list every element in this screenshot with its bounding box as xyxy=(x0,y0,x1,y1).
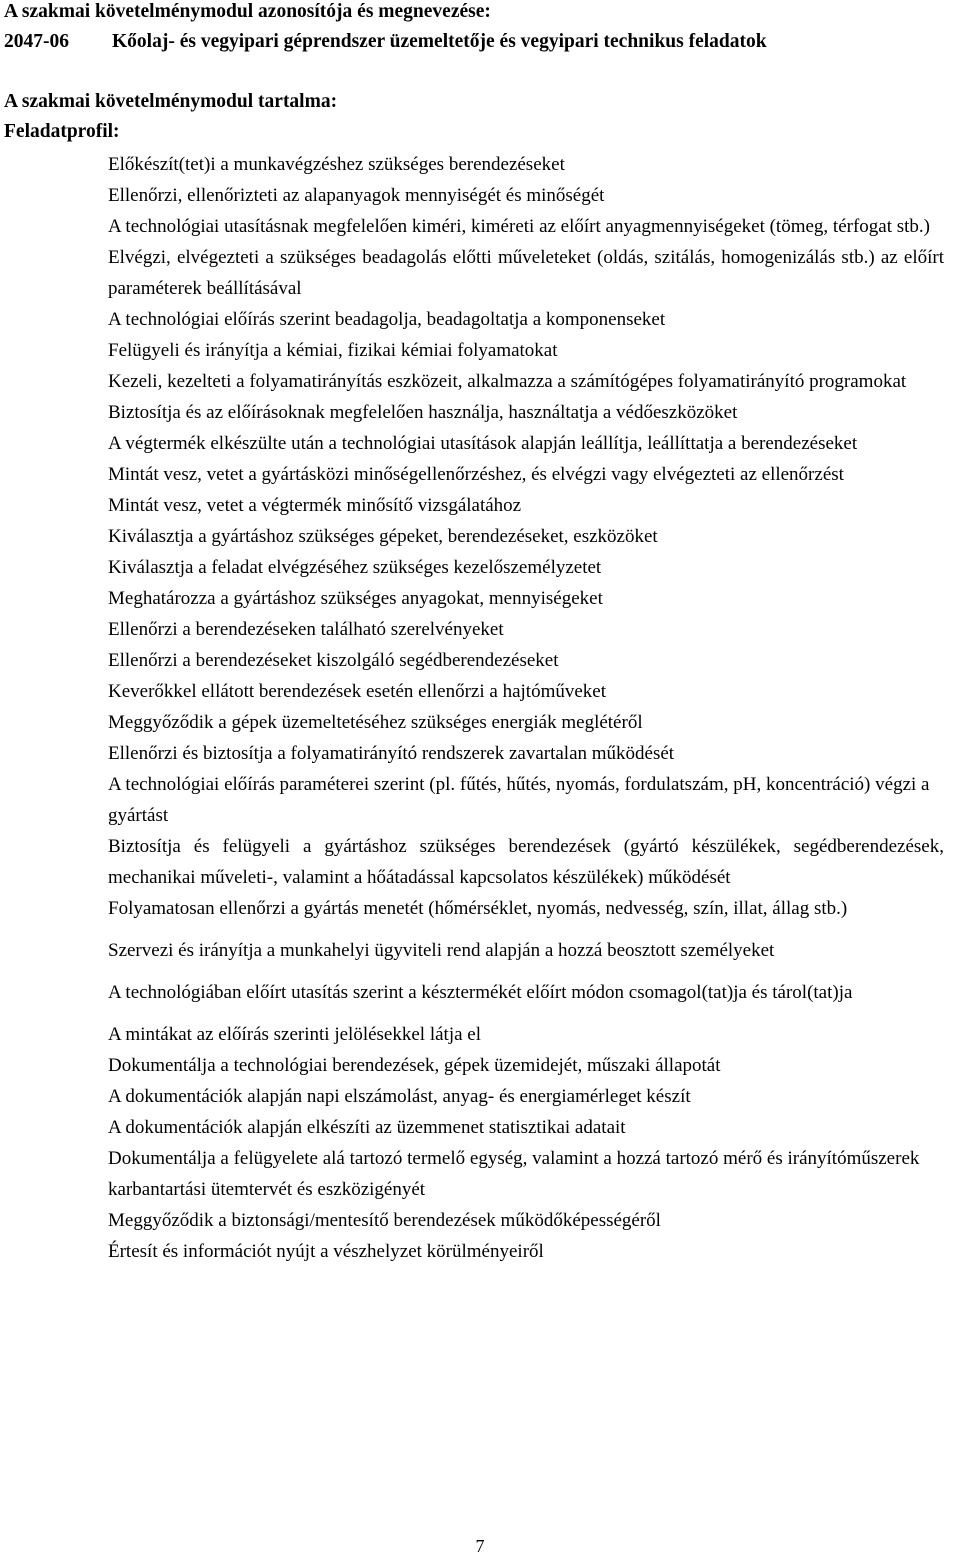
task-item: Előkészít(tet)i a munkavégzéshez szükséges berendezéseket xyxy=(108,154,565,175)
task-item: Elvégzi, elvégezteti a szükséges beadagolás előtti műveleteket (oldás, szitálás, homogenizálás stb.) az előírt paraméterek beállításával xyxy=(108,247,944,299)
task-item: A technológiai előírás paraméterei szerint (pl. fűtés, hűtés, nyomás, fordulatszám, pH, koncentráció) végzi a gyártást xyxy=(108,774,930,826)
task-item: Biztosítja és az előírásoknak megfelelően használja, használtatja a védőeszközöket xyxy=(108,402,738,423)
task-item: A dokumentációk alapján elkészíti az üzemmenet statisztikai adatait xyxy=(108,1117,626,1138)
task-item: A dokumentációk alapján napi elszámolást, anyag- és energiamérleget készít xyxy=(108,1086,691,1107)
task-item: Felügyeli és irányítja a kémiai, fizikai kémiai folyamatokat xyxy=(108,340,558,361)
task-item: Dokumentálja a technológiai berendezések, gépek üzemidejét, műszaki állapotát xyxy=(108,1055,721,1076)
page-number: 7 xyxy=(475,1536,485,1556)
task-item: Dokumentálja a felügyelete alá tartozó termelő egység, valamint a hozzá tartozó mérő és irányítóműszerek karbantartási ütemtervét és eszközigényét xyxy=(108,1148,920,1200)
task-item: Biztosítja és felügyeli a gyártáshoz szükséges berendezések (gyártó készülékek, segédberendezések, mechanikai műveleti-, valamint a hőátadással kapcsolatos készülékek) működését xyxy=(108,836,944,888)
task-item: A technológiai utasításnak megfelelően kiméri, kiméreti az előírt anyagmennyiségeket (tömeg, térfogat stb.) xyxy=(108,216,931,237)
task-list xyxy=(108,149,944,1267)
task-item: A mintákat az előírás szerinti jelölésekkel látja el xyxy=(108,1024,481,1045)
task-item: Szervezi és irányítja a munkahelyi ügyviteli rend alapján a hozzá beosztott személyeket xyxy=(108,940,775,961)
task-item: Mintát vesz, vetet a gyártásközi minőségellenőrzéshez, és elvégzi vagy elvégezteti az ellenőrzést xyxy=(108,464,844,485)
module-content-label: A szakmai követelménymodul tartalma: xyxy=(4,91,338,112)
task-item: Ellenőrzi a berendezéseken található szerelvényeket xyxy=(108,619,504,640)
module-code: 2047-06 xyxy=(4,31,69,52)
task-item: Ellenőrzi, ellenőrizteti az alapanyagok mennyiségét és minőségét xyxy=(108,185,605,206)
task-item: A végtermék elkészülte után a technológiai utasítások alapján leállítja, leállíttatja a berendezéseket xyxy=(108,433,858,454)
task-item: Kiválasztja a gyártáshoz szükséges gépeket, berendezéseket, eszközöket xyxy=(108,526,658,547)
task-item: Ellenőrzi és biztosítja a folyamatirányító rendszerek zavartalan működését xyxy=(108,743,675,764)
module-id-label: A szakmai követelménymodul azonosítója és megnevezése: xyxy=(4,1,491,22)
task-item: Keverőkkel ellátott berendezések esetén ellenőrzi a hajtóműveket xyxy=(108,681,606,702)
task-item: Értesít és információt nyújt a vészhelyzet körülményeiről xyxy=(108,1241,544,1262)
module-name: Kőolaj- és vegyipari géprendszer üzemeltetője és vegyipari technikus feladatok xyxy=(112,31,767,52)
task-profile-label: Feladatprofil: xyxy=(4,121,120,142)
module-title-line xyxy=(4,30,767,54)
task-item: Kezeli, kezelteti a folyamatirányítás eszközeit, alkalmazza a számítógépes folyamatirányító programokat xyxy=(108,371,907,392)
task-item: A technológiai előírás szerint beadagolja, beadagoltatja a komponenseket xyxy=(108,309,666,330)
task-item: Mintát vesz, vetet a végtermék minősítő vizsgálatához xyxy=(108,495,522,516)
task-item: Kiválasztja a feladat elvégzéséhez szükséges kezelőszemélyzetet xyxy=(108,557,602,578)
task-item: Ellenőrzi a berendezéseket kiszolgáló segédberendezéseket xyxy=(108,650,559,671)
task-item: Meghatározza a gyártáshoz szükséges anyagokat, mennyiségeket xyxy=(108,588,603,609)
task-item: Meggyőződik a gépek üzemeltetéséhez szükséges energiák meglétéről xyxy=(108,712,643,733)
task-item: A technológiában előírt utasítás szerint a késztermékét előírt módon csomagol(tat)ja és tárol(tat)ja xyxy=(108,982,853,1003)
task-item: Meggyőződik a biztonsági/mentesítő berendezések működőképességéről xyxy=(108,1210,661,1231)
task-item: Folyamatosan ellenőrzi a gyártás menetét (hőmérséklet, nyomás, nedvesség, szín, illat, állag stb.) xyxy=(108,898,848,919)
